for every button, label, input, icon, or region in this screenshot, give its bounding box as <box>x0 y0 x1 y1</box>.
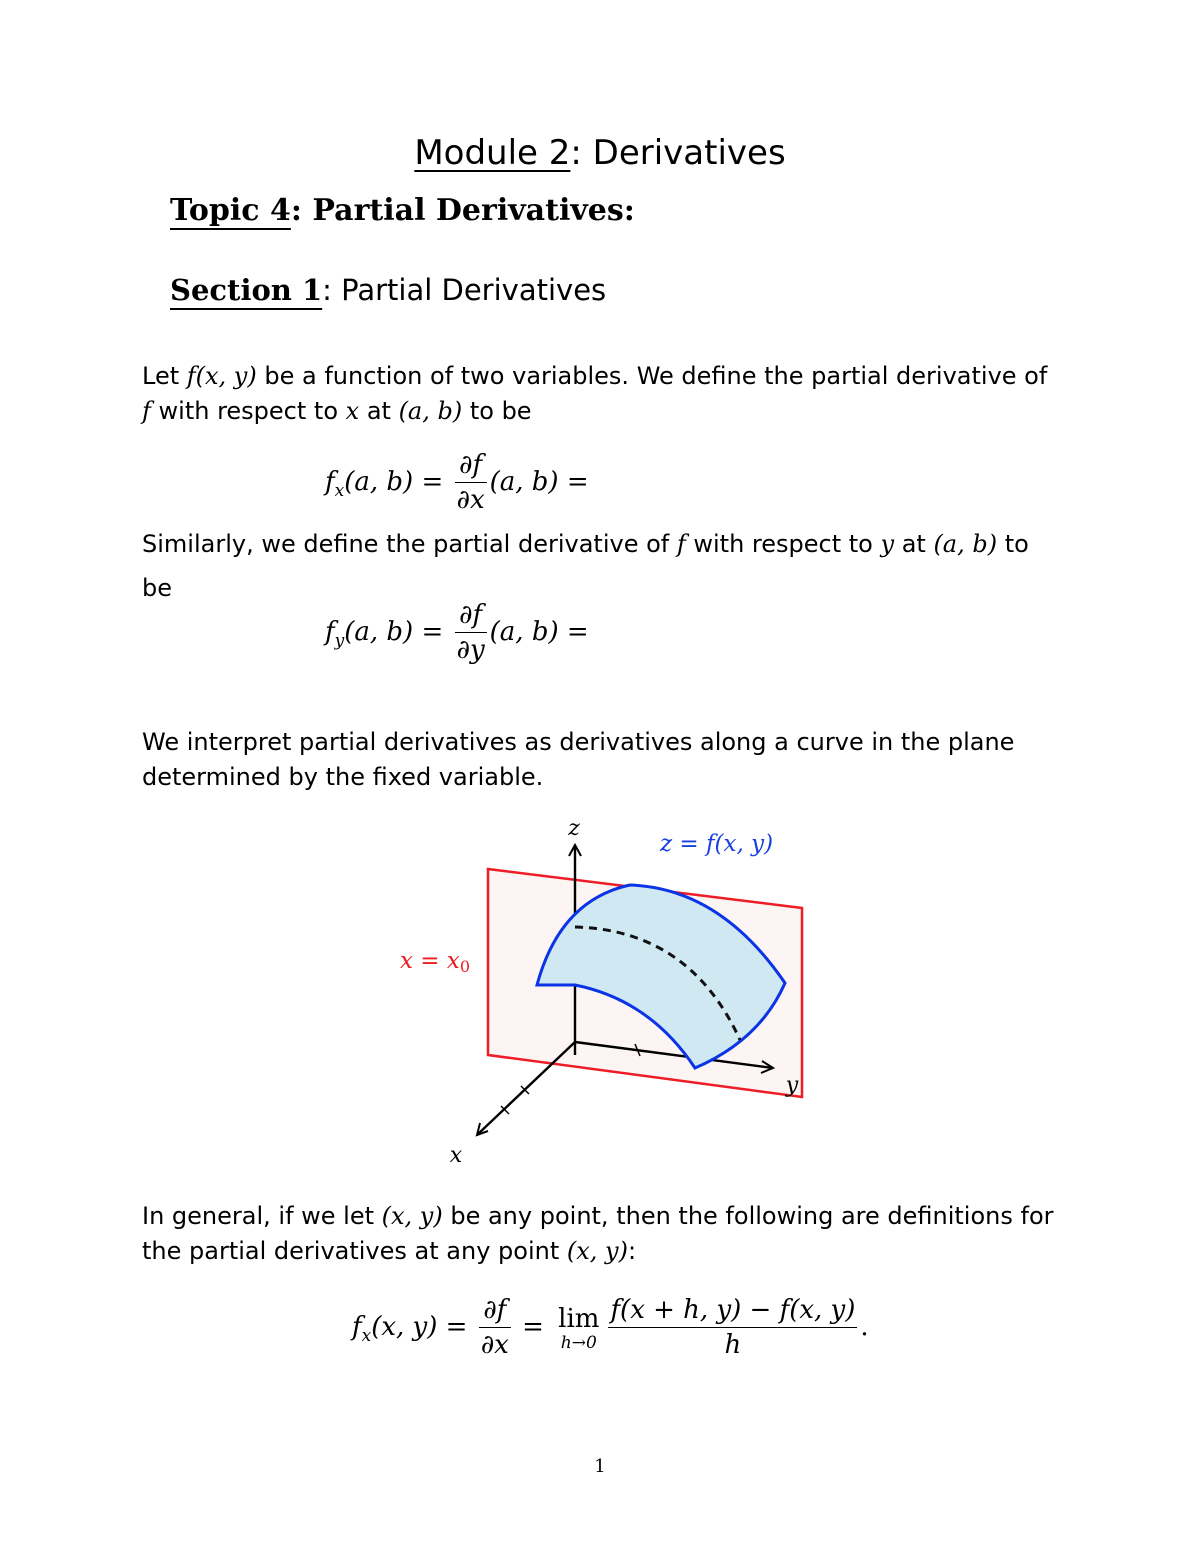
equation-fx-limit: $f_x(x$, y) = $\frac{\partial f}{\partial x}$ = lim h→0 $\frac{f(x + h, y) - f(x, y)}{h}$ . <box>352 1295 869 1360</box>
fraction-df-dy: $\frac{\partial f}{\partial y}$ <box>456 600 485 665</box>
topic-title-rest: : Partial Derivatives: <box>290 193 635 228</box>
paragraph-general-definition: In general, if we let (x, y) be any point, then the following are definitions for the partial derivatives at any point (x, y): <box>142 1202 1054 1265</box>
section-title-rest: : Partial Derivatives <box>322 273 607 307</box>
fraction-difference-quotient: $\frac{f(x + h, y) - f(x, y)}{h}$ <box>610 1295 856 1360</box>
paragraph-definition-y: Similarly, we define the partial derivative of f with respect to y at (a, b) to <box>142 530 1029 558</box>
fraction-df-dx: $\frac{\partial f}{\partial x}$ <box>456 450 485 515</box>
section-label: Section 1 <box>170 273 323 307</box>
partial-derivative-figure <box>380 808 820 1168</box>
limit-operator: lim h→0 <box>558 1303 600 1353</box>
paragraph-interpretation: We interpret partial derivatives as derivatives along a curve in the plane determined by the fixed variable. <box>142 728 1015 791</box>
fraction-df-dx-general: $\frac{\partial f}{\partial x}$ <box>480 1295 509 1360</box>
paragraph-definition-x: Let f(x, y) be a function of two variables. We define the partial derivative of f with respect to x at (a, b) to be <box>142 362 1048 425</box>
module-label: Module 2 <box>414 133 571 173</box>
topic-heading <box>170 193 635 228</box>
plane-label: x = x0 <box>400 948 471 976</box>
page-number: 1 <box>594 1456 606 1477</box>
equation-fx-ab: $f_x(a$, b) = $\frac{\partial f}{\partial x}$ (a, b) = <box>325 450 589 515</box>
module-title-rest: : Derivatives <box>570 133 786 173</box>
y-axis-label: y <box>785 1073 799 1098</box>
z-axis-label: z <box>568 816 580 841</box>
surface-label: z = f(x, y) <box>660 831 774 857</box>
topic-label: Topic 4 <box>170 193 291 228</box>
paragraph-definition-y-end: be <box>142 574 172 602</box>
equation-fy-ab: $f_y(a$, b) = $\frac{\partial f}{\partial y}$ (a, b) = <box>325 600 589 665</box>
page-title <box>0 133 1200 173</box>
section-heading <box>170 273 606 307</box>
x-axis-label: x <box>449 1143 463 1168</box>
